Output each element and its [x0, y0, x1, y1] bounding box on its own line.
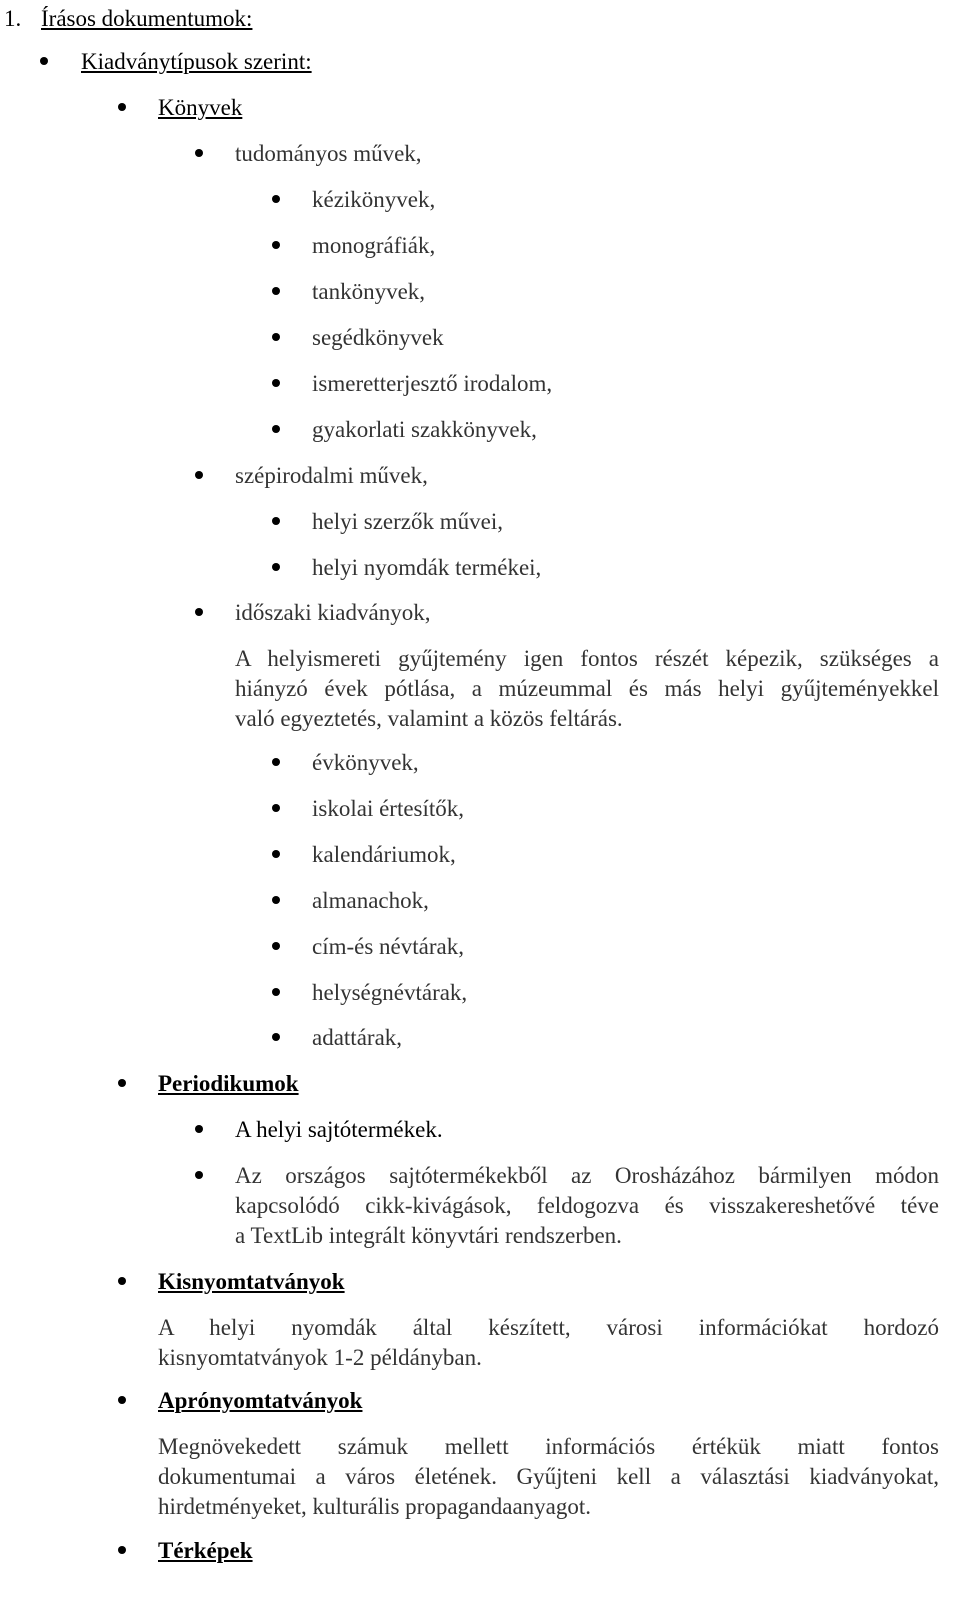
periodicals-item-2: [235, 1161, 939, 1251]
periodical-note: [235, 644, 939, 734]
list-item: helyi nyomdák termékei,: [312, 555, 542, 580]
bullet-icon: [272, 517, 280, 525]
bullet-icon: [195, 1125, 203, 1133]
list-item: almanachok,: [312, 888, 429, 913]
bullet-icon: [272, 758, 280, 766]
books-scientific: tudományos művek,: [235, 141, 422, 166]
paragraph-line: Megnövekedett számuk mellett információs értékük miatt fontos: [158, 1434, 939, 1459]
books-literary: szépirodalmi művek,: [235, 463, 428, 488]
paragraph-line: dokumentumai a város életének. Gyűjteni kell a választási kiadványokat,: [158, 1464, 939, 1489]
bullet-icon: [195, 1171, 203, 1179]
bullet-icon: [272, 333, 280, 341]
periodicals-item: A helyi sajtótermékek.: [235, 1117, 443, 1142]
paragraph-line: a TextLib integrált könyvtári rendszerben.: [235, 1223, 622, 1248]
bullet-icon: [195, 149, 203, 157]
bullet-icon: [118, 103, 126, 111]
list-item: helyi szerzők művei,: [312, 509, 503, 534]
periodicals-title: Periodikumok: [158, 1071, 299, 1096]
paragraph-line: kisnyomtatványok 1-2 példányban.: [158, 1345, 482, 1370]
small-prints-title: Kisnyomtatványok: [158, 1269, 345, 1294]
bullet-icon: [118, 1079, 126, 1087]
list-item: évkönyvek,: [312, 750, 419, 775]
bullet-icon: [272, 850, 280, 858]
list-item: iskolai értesítők,: [312, 796, 465, 821]
bullet-icon: [272, 379, 280, 387]
list-item: adattárak,: [312, 1025, 403, 1050]
books-title: Könyvek: [158, 95, 243, 120]
list-item: monográfiák,: [312, 233, 436, 258]
list-item: kézikönyvek,: [312, 187, 436, 212]
paragraph-line: való egyeztetés, valamint a közös feltárás.: [235, 706, 623, 731]
bullet-icon: [272, 287, 280, 295]
paragraph-line: Az országos sajtótermékekből az Orosházához bármilyen módon: [235, 1163, 939, 1188]
minor-prints-text: [158, 1432, 939, 1522]
bullet-icon: [272, 1033, 280, 1041]
paragraph-line: A helyismereti gyűjtemény igen fontos részét képezik, szükséges a: [235, 646, 939, 671]
books-periodical: időszaki kiadványok,: [235, 600, 431, 625]
bullet-icon: [272, 804, 280, 812]
bullet-icon: [272, 563, 280, 571]
bullet-icon: [272, 241, 280, 249]
bullet-icon: [118, 1277, 126, 1285]
list-item: cím-és névtárak,: [312, 934, 464, 959]
bullet-icon: [272, 896, 280, 904]
list-item: tankönyvek,: [312, 279, 426, 304]
list-item: kalendáriumok,: [312, 842, 456, 867]
list-item: gyakorlati szakkönyvek,: [312, 417, 537, 442]
bullet-icon: [272, 988, 280, 996]
bullet-icon: [118, 1546, 126, 1554]
bullet-icon: [195, 471, 203, 479]
list-item: helységnévtárak,: [312, 980, 468, 1005]
list-item: segédkönyvek: [312, 325, 444, 350]
bullet-icon: [272, 942, 280, 950]
heading-title: Írásos dokumentumok:: [41, 6, 253, 31]
bullet-icon: [118, 1396, 126, 1404]
list-item: ismeretterjesztő irodalom,: [312, 371, 553, 396]
paragraph-line: hirdetményeket, kulturális propagandaanyagot.: [158, 1494, 592, 1519]
paragraph-line: A helyi nyomdák által készített, városi információkat hordozó: [158, 1315, 939, 1340]
bullet-icon: [272, 425, 280, 433]
bullet-icon: [272, 195, 280, 203]
heading-number: 1.: [4, 6, 22, 31]
small-prints-text: [158, 1313, 939, 1373]
section-title: Kiadványtípusok szerint:: [81, 49, 312, 74]
bullet-icon: [40, 57, 48, 65]
bullet-icon: [195, 608, 203, 616]
minor-prints-title: Aprónyomtatványok: [158, 1388, 363, 1413]
paragraph-line: kapcsolódó cikk-kivágások, feldogozva és visszakereshetővé téve: [235, 1193, 939, 1218]
maps-title: Térképek: [158, 1538, 253, 1563]
paragraph-line: hiányzó évek pótlása, a múzeummal és más helyi gyűjteményekkel: [235, 676, 939, 701]
